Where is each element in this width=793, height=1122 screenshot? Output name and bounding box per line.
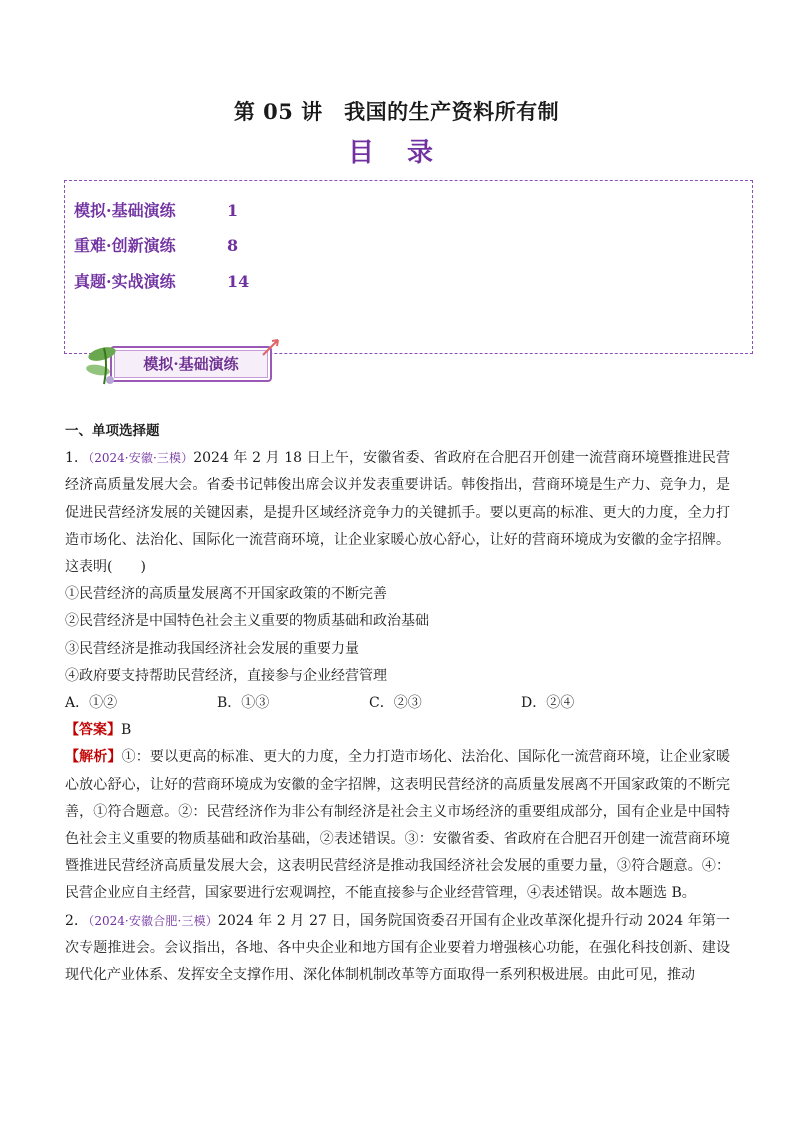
analysis-tag: 【解析】	[65, 749, 122, 766]
badge-label: 模拟·基础演练	[143, 355, 239, 373]
section-title: 一、单项选择题	[65, 423, 160, 439]
toc-item-2[interactable]	[74, 233, 238, 256]
question-2-stem	[65, 908, 730, 990]
choice-item: ④政府要支持帮助民营经济，直接参与企业经营管理	[65, 667, 387, 684]
question-source: （2024·安徽合肥·三模）	[88, 913, 218, 928]
arrow-icon	[260, 336, 282, 358]
question-content	[65, 418, 730, 989]
option-d[interactable]: D．②④	[521, 695, 575, 712]
toc-item-label: 模拟·基础演练	[74, 201, 176, 220]
toc-item-label: 真题·实战演练	[74, 272, 176, 291]
section-badge	[84, 340, 274, 388]
option-a[interactable]: A．①②	[65, 695, 118, 712]
analysis-paragraph	[65, 744, 730, 907]
answer-value: B	[121, 722, 132, 739]
question-1-stem	[65, 445, 730, 581]
toc-item-1[interactable]	[74, 198, 238, 221]
toc-item-page: 8	[227, 236, 239, 255]
choice-item: ①民营经济的高质量发展离不开国家政策的不断完善	[65, 586, 387, 603]
answer-line	[65, 717, 730, 744]
choice-item: ②民营经济是中国特色社会主义重要的物质基础和政治基础	[65, 613, 429, 630]
choice-item: ③民营经济是推动我国经济社会发展的重要力量	[65, 640, 359, 657]
answer-tag: 【答案】	[65, 722, 121, 739]
toc-item-page: 14	[227, 272, 250, 291]
toc-heading: 目 录	[347, 138, 446, 168]
question-number: 2．	[65, 912, 89, 929]
toc-item-3[interactable]	[74, 269, 249, 292]
toc-item-page: 1	[227, 201, 239, 220]
toc-item-label: 重难·创新演练	[74, 236, 176, 255]
answer-options	[65, 690, 730, 717]
option-b[interactable]: B．①③	[217, 695, 270, 712]
question-number: 1．	[65, 450, 89, 467]
question-text: 2024 年 2 月 27 日，国务院国资委召开国有企业改革深化提升行动 2024 年第一次专题推进会。会议指出，各地、各中央企业和地方国有企业要着力增强核心功能，在强化科技创新、建设现代化产业体系、发挥安全支撑作用、深化体制机制改革等方面取得一系列积极进展。由此可见，推动	[65, 912, 730, 984]
question-text: 2024 年 2 月 18 日上午，安徽省委、省政府在合肥召开创建一流营商环境暨推进民营经济高质量发展大会。省委书记韩俊出席会议并发表重要讲话。韩俊指出，营商环境是生产力、竞争力，是促进民营经济发展的关键因素，是提升区域经济竞争力的关键抓手。要以更高的标准、更大的力度，全力打造市场化、法治化、国际化一流营商环境，让企业家暖心放心舒心，让好的营商环境成为安徽的金字招牌。这表明( )	[65, 450, 730, 576]
analysis-text: ①：要以更高的标准、更大的力度，全力打造市场化、法治化、国际化一流营商环境，让企业家暖心放心舒心，让好的营商环境成为安徽的金字招牌，这表明民营经济的高质量发展离不开国家政策的不断完善，①符合题意。②：民营经济作为非公有制经济是社会主义市场经济的重要组成部分，国有企业是中国特色社会主义重要的物质基础和政治基础，②表述错误。③：安徽省委、省政府在合肥召开创建一流营商环境暨推进民营经济高质量发展大会，这表明民营经济是推动我国经济社会发展的重要力量，③符合题意。④：民营企业应自主经营，国家要进行宏观调控，不能直接参与企业经营管理，④表述错误。故本题选 B。	[65, 749, 730, 902]
question-source: （2024·安徽·三模）	[88, 451, 194, 466]
leaf-icon	[84, 340, 124, 388]
option-c[interactable]: C．②③	[369, 695, 422, 712]
page-title: 第 05 讲 我国的生产资料所有制	[233, 99, 560, 124]
toc-box	[64, 180, 753, 354]
